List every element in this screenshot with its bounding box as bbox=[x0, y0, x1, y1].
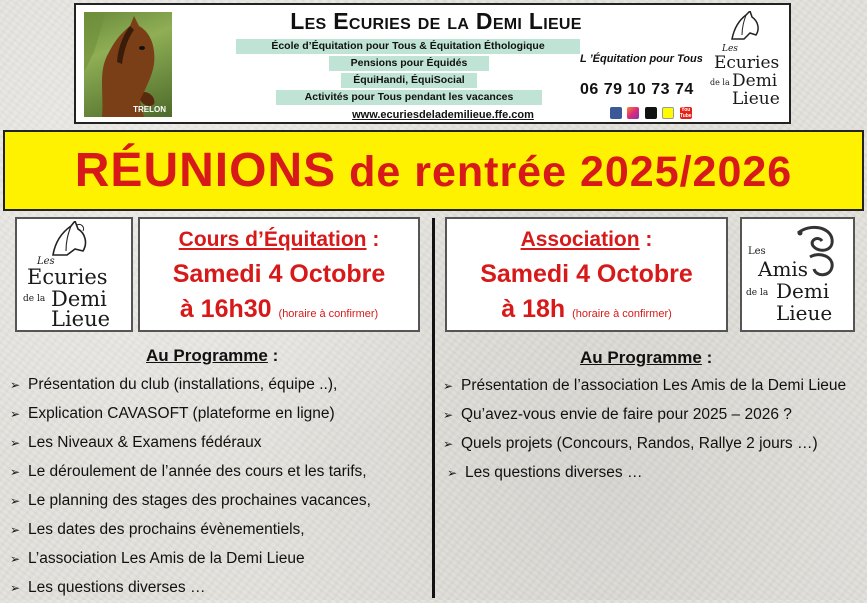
logo-les: Les bbox=[37, 256, 55, 267]
logo-amis: Amis bbox=[758, 257, 809, 281]
title-rest: de rentrée 2025/2026 bbox=[349, 148, 793, 196]
left-program-list bbox=[10, 370, 371, 602]
horse-name-caption: TRELON bbox=[133, 105, 166, 114]
left-program-title-line bbox=[146, 346, 278, 366]
horse-photo bbox=[84, 12, 172, 117]
list-item: ➢ L’association Les Amis de la Demi Lieue bbox=[10, 544, 371, 573]
association-time-line bbox=[447, 295, 726, 324]
logo-de-la: de la bbox=[746, 288, 769, 298]
social-icons bbox=[610, 104, 693, 122]
list-item: ➢ Les questions diverses … bbox=[10, 573, 371, 602]
logo-les: Les bbox=[722, 44, 738, 54]
snapchat-icon[interactable] bbox=[662, 107, 674, 119]
association-time-note: (horaire à confirmer) bbox=[572, 308, 672, 320]
heading-colon: : bbox=[366, 228, 380, 251]
list-item: ➢ Présentation de l’association Les Amis de la Demi Lieue bbox=[443, 377, 847, 394]
association-heading-line bbox=[447, 228, 726, 252]
right-program-title-line bbox=[580, 348, 712, 368]
logo-les: Les bbox=[748, 246, 766, 257]
association-heading: Association bbox=[520, 228, 640, 251]
list-item: ➢ Les Niveaux & Examens fédéraux bbox=[10, 428, 371, 457]
arrow-bullet-icon: ➢ bbox=[443, 408, 454, 422]
logo-de-la: de la bbox=[23, 294, 46, 304]
list-item: ➢ Les questions diverses … bbox=[447, 464, 643, 481]
riding-lessons-time-line bbox=[140, 295, 418, 324]
title-word-reunions: RÉUNIONS bbox=[74, 144, 337, 197]
logo-lieue: Lieue bbox=[732, 89, 780, 109]
header-club-logo bbox=[706, 11, 786, 119]
list-item: ➢ Présentation du club (installations, équipe ..), bbox=[10, 370, 371, 399]
list-item: ➢ Le déroulement de l’année des cours et les tarifs, bbox=[10, 457, 371, 486]
list-item: ➢ Quels projets (Concours, Randos, Rallye 2 jours …) bbox=[443, 435, 818, 452]
page-title bbox=[5, 143, 862, 198]
logo-lieue: Lieue bbox=[776, 301, 833, 325]
arrow-bullet-icon: ➢ bbox=[10, 436, 21, 450]
riding-lessons-date: Samedi 4 Octobre bbox=[172, 260, 386, 288]
column-divider bbox=[432, 218, 435, 598]
riding-lessons-heading: Cours d’Équitation bbox=[178, 228, 367, 251]
list-item: ➢ Le planning des stages des prochaines vacances, bbox=[10, 486, 371, 515]
program-colon: : bbox=[267, 346, 279, 365]
list-item: ➢ Les dates des prochains évènementiels, bbox=[10, 515, 371, 544]
arrow-bullet-icon: ➢ bbox=[10, 494, 21, 508]
right-program-title: Au Programme bbox=[580, 348, 702, 367]
tiktok-icon[interactable] bbox=[645, 107, 657, 119]
instagram-icon[interactable] bbox=[627, 107, 639, 119]
logo-demi: Demi bbox=[51, 287, 107, 311]
horse-head-icon bbox=[728, 11, 764, 41]
list-item: ➢ Qu’avez-vous envie de faire pour 2025 – 2026 ? bbox=[443, 406, 792, 423]
association-date: Samedi 4 Octobre bbox=[480, 260, 693, 288]
riding-lessons-heading-line bbox=[140, 228, 418, 252]
riding-lessons-time-note: (horaire à confirmer) bbox=[278, 308, 379, 320]
program-colon: : bbox=[701, 348, 713, 367]
logo-ecuries: Ecuries bbox=[714, 53, 780, 73]
title-band bbox=[3, 130, 864, 211]
service-pill-2: Pensions pour Équidés bbox=[329, 56, 489, 71]
tagline: L ’Équitation pour Tous bbox=[580, 53, 703, 65]
service-pill-4: Activités pour Tous pendant les vacances bbox=[276, 90, 542, 105]
logo-de-la: de la bbox=[710, 78, 730, 87]
horse-image-icon bbox=[84, 12, 172, 117]
amis-logo-box bbox=[740, 217, 855, 332]
club-name: Les Ecuries de la Demi Lieue bbox=[290, 8, 582, 34]
logo-lieue: Lieue bbox=[51, 307, 111, 331]
association-event-box bbox=[445, 217, 728, 332]
logo-ecuries: Ecuries bbox=[27, 265, 108, 289]
riding-lessons-time: à 16h30 bbox=[179, 295, 272, 323]
service-pill-3: ÉquiHandi, ÉquiSocial bbox=[341, 73, 477, 88]
arrow-bullet-icon: ➢ bbox=[10, 581, 21, 595]
left-program-title: Au Programme bbox=[146, 346, 268, 365]
arrow-bullet-icon: ➢ bbox=[10, 378, 21, 392]
arrow-bullet-icon: ➢ bbox=[10, 407, 21, 421]
logo-demi: Demi bbox=[732, 71, 778, 91]
list-item: ➢ Explication CAVASOFT (plateforme en ligne) bbox=[10, 399, 371, 428]
association-time: à 18h bbox=[501, 295, 566, 323]
arrow-bullet-icon: ➢ bbox=[443, 437, 454, 451]
heading-colon: : bbox=[639, 228, 653, 251]
facebook-icon[interactable] bbox=[610, 107, 622, 119]
header-banner bbox=[74, 3, 791, 124]
arrow-bullet-icon: ➢ bbox=[10, 523, 21, 537]
service-pill-1: École d’Équitation pour Tous & Équitation Éthologique bbox=[236, 39, 580, 54]
website-link[interactable]: www.ecuriesdelademilieue.ffe.com bbox=[352, 109, 534, 121]
right-program-list bbox=[443, 370, 853, 486]
arrow-bullet-icon: ➢ bbox=[447, 466, 458, 480]
phone-number: 06 79 10 73 74 bbox=[580, 81, 694, 98]
horse-head-icon bbox=[47, 221, 93, 257]
logo-demi: Demi bbox=[776, 279, 830, 303]
riding-lessons-event-box bbox=[138, 217, 420, 332]
youtube-icon[interactable]: You Tube bbox=[680, 106, 692, 119]
arrow-bullet-icon: ➢ bbox=[10, 465, 21, 479]
arrow-bullet-icon: ➢ bbox=[443, 379, 454, 393]
arrow-bullet-icon: ➢ bbox=[10, 552, 21, 566]
club-logo-box bbox=[15, 217, 133, 332]
